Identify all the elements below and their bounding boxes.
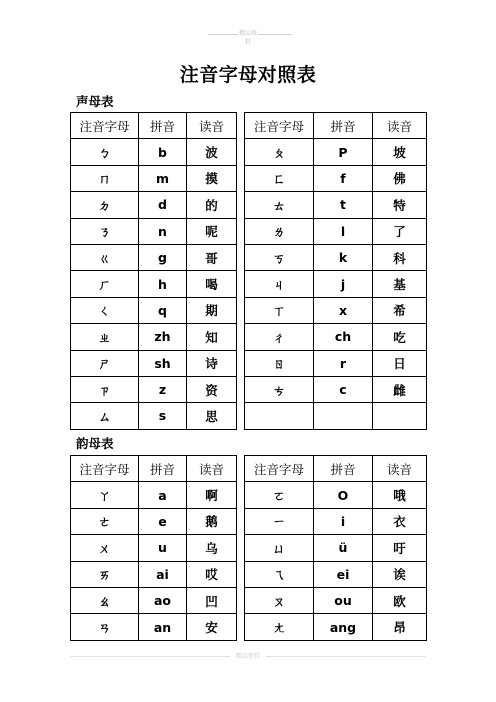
bopomofo-cell: ㄑ [71,297,139,323]
reading-cell: 期 [187,297,237,323]
pinyin-cell [314,403,373,429]
column-gap [237,192,245,218]
reading-cell: 安 [187,614,237,640]
pinyin-cell: b [139,139,187,165]
pinyin-cell: h [139,271,187,297]
bopomofo-cell: ㄛ [245,482,314,508]
reading-cell: 呢 [187,218,237,244]
bopomofo-cell: ㄠ [71,587,139,613]
pinyin-cell: k [314,244,373,270]
pinyin-cell: d [139,192,187,218]
pinyin-cell: s [139,403,187,429]
column-gap [237,113,245,139]
reading-cell: 资 [187,376,237,402]
column-gap [237,508,245,534]
bopomofo-cell: ㄏ [71,271,139,297]
column-gap [237,165,245,191]
bopomofo-cell: ㄖ [245,350,314,376]
column-gap [237,456,245,482]
pinyin-cell: r [314,350,373,376]
bopomofo-cell: ㄚ [71,482,139,508]
bopomofo-cell: ㄜ [71,508,139,534]
column-header: 注音字母 [245,456,314,482]
section-label-initials: 声母表 [76,94,114,109]
footer-rule-left [70,656,230,657]
column-header: 读音 [187,113,237,139]
table-row [71,271,427,297]
bopomofo-cell: ㄊ [245,192,314,218]
pinyin-cell: i [314,508,373,534]
pinyin-cell: x [314,297,373,323]
page-title: 注音字母对照表 [179,64,317,86]
reading-cell: 的 [187,192,237,218]
column-gap [237,139,245,165]
finals-table [70,455,427,641]
column-header: 读音 [373,456,427,482]
table-header-row [71,456,427,482]
reading-cell: 吁 [373,535,427,561]
reading-cell: 哦 [373,482,427,508]
column-gap [237,587,245,613]
bopomofo-cell: ㄗ [71,376,139,402]
reading-cell: 科 [373,244,427,270]
footer-text: 精品资料 [235,653,260,660]
reading-cell: 雌 [373,376,427,402]
column-header: 读音 [373,113,427,139]
pinyin-cell: m [139,165,187,191]
pinyin-cell: O [314,482,373,508]
column-gap [237,218,245,244]
footer-rule-right [266,656,426,657]
pinyin-cell: sh [139,350,187,376]
reading-cell: 啊 [187,482,237,508]
pinyin-cell: t [314,192,373,218]
pinyin-cell: ü [314,535,373,561]
bopomofo-cell: ㄔ [245,324,314,350]
pinyin-cell: a [139,482,187,508]
bopomofo-cell: ㄤ [245,614,314,640]
column-gap [237,614,245,640]
header-text: 精品资料 [238,30,257,46]
reading-cell: 基 [373,271,427,297]
reading-cell: 了 [373,218,427,244]
column-header: 注音字母 [245,113,314,139]
section-label-finals: 韵母表 [76,436,114,451]
bopomofo-cell: ㄓ [71,324,139,350]
bopomofo-cell: ㄈ [245,165,314,191]
bopomofo-cell: ㄌ [245,218,314,244]
header-rule-right [258,34,292,35]
column-gap [237,297,245,323]
pinyin-cell: ang [314,614,373,640]
bopomofo-cell: ㄇ [71,165,139,191]
pinyin-cell: ch [314,324,373,350]
reading-cell: 昂 [373,614,427,640]
reading-cell: 坡 [373,139,427,165]
bopomofo-cell: ㄞ [71,561,139,587]
pinyin-cell: ou [314,587,373,613]
column-gap [237,482,245,508]
bopomofo-cell: ㄕ [71,350,139,376]
column-header: 拼音 [139,113,187,139]
reading-cell: 摸 [187,165,237,191]
column-gap [237,535,245,561]
pinyin-cell: z [139,376,187,402]
column-header: 拼音 [314,113,373,139]
reading-cell: 喝 [187,271,237,297]
pinyin-cell: P [314,139,373,165]
pinyin-cell: u [139,535,187,561]
table-row [71,139,427,165]
table-row [71,324,427,350]
column-gap [237,403,245,429]
pinyin-cell: c [314,376,373,402]
table-row [71,192,427,218]
pinyin-cell: n [139,218,187,244]
column-gap [237,561,245,587]
pinyin-cell: l [314,218,373,244]
pinyin-cell: q [139,297,187,323]
table-row [71,376,427,402]
reading-cell [373,403,427,429]
reading-cell: 希 [373,297,427,323]
column-header: 注音字母 [71,113,139,139]
table-row [71,350,427,376]
bopomofo-cell: ㄙ [71,403,139,429]
bopomofo-cell: ㄢ [71,614,139,640]
bopomofo-cell: ㄆ [245,139,314,165]
reading-cell: 凹 [187,587,237,613]
column-header: 拼音 [314,456,373,482]
reading-cell: 乌 [187,535,237,561]
pinyin-cell: e [139,508,187,534]
reading-cell: 日 [373,350,427,376]
table-row [71,165,427,191]
table-row [71,297,427,323]
reading-cell: 佛 [373,165,427,191]
pinyin-cell: zh [139,324,187,350]
pinyin-cell: f [314,165,373,191]
bopomofo-cell: ㄍ [71,244,139,270]
column-gap [237,324,245,350]
reading-cell: 诶 [373,561,427,587]
bopomofo-cell [245,403,314,429]
pinyin-cell: ai [139,561,187,587]
table-row [71,482,427,508]
bopomofo-cell: ㄐ [245,271,314,297]
reading-cell: 特 [373,192,427,218]
column-gap [237,271,245,297]
pinyin-cell: an [139,614,187,640]
column-gap [237,244,245,270]
reading-cell: 知 [187,324,237,350]
bopomofo-cell: ㄉ [71,192,139,218]
table-row [71,508,427,534]
table-row [71,403,427,429]
reading-cell: 哎 [187,561,237,587]
table-row [71,535,427,561]
reading-cell: 波 [187,139,237,165]
table-row [71,244,427,270]
reading-cell: 衣 [373,508,427,534]
column-gap [237,376,245,402]
table-header-row [71,113,427,139]
bopomofo-cell: ㄨ [71,535,139,561]
reading-cell: 诗 [187,350,237,376]
bopomofo-cell: ㄒ [245,297,314,323]
initials-table [70,112,427,430]
pinyin-cell: j [314,271,373,297]
column-header: 注音字母 [71,456,139,482]
bopomofo-cell: ㄅ [71,139,139,165]
pinyin-cell: ei [314,561,373,587]
bopomofo-cell: ㄧ [245,508,314,534]
bopomofo-cell: ㄡ [245,587,314,613]
pinyin-cell: ao [139,587,187,613]
header-rule-left [208,34,238,35]
reading-cell: 哥 [187,244,237,270]
table-row [71,587,427,613]
column-gap [237,350,245,376]
bopomofo-cell: ㄎ [245,244,314,270]
bopomofo-cell: ㄘ [245,376,314,402]
reading-cell: 鹅 [187,508,237,534]
column-header: 读音 [187,456,237,482]
table-row [71,561,427,587]
reading-cell: 欧 [373,587,427,613]
bopomofo-cell: ㄩ [245,535,314,561]
column-header: 拼音 [139,456,187,482]
pinyin-cell: g [139,244,187,270]
table-row [71,614,427,640]
bopomofo-cell: ㄋ [71,218,139,244]
reading-cell: 吃 [373,324,427,350]
bopomofo-cell: ㄟ [245,561,314,587]
table-row [71,218,427,244]
reading-cell: 思 [187,403,237,429]
